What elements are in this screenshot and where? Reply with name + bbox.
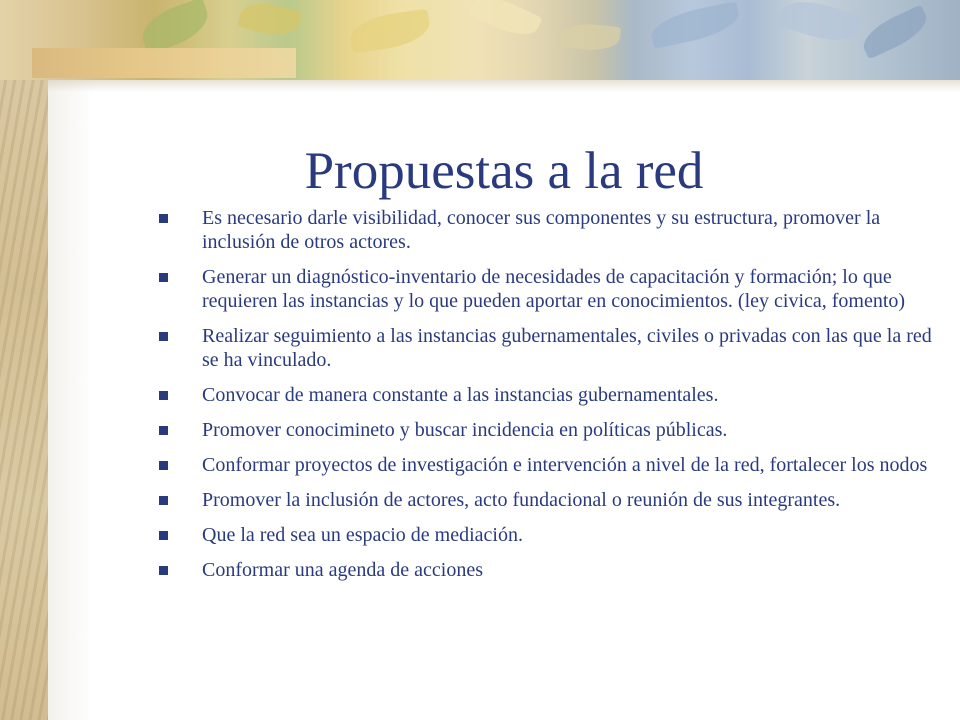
bullet-text: Conformar una agenda de acciones [202, 559, 483, 581]
square-bullet-icon [159, 273, 168, 282]
bullet-text: Es necesario darle visibilidad, conocer sus componentes y su estructura, promover la inclusión de otros actores. [202, 207, 881, 253]
leaf-decoration [467, 0, 542, 43]
square-bullet-icon [159, 566, 168, 575]
bullet-text: Realizar seguimiento a las instancias gubernamentales, civiles o privadas con las que la red se ha vinculado. [202, 325, 932, 371]
bullet-text: Convocar de manera constante a las instancias gubernamentales. [202, 384, 719, 406]
bullet-list [156, 206, 946, 593]
square-bullet-icon [159, 496, 168, 505]
bullet-text: Generar un diagnóstico-inventario de necesidades de capacitación y formación; lo que requieren las instancias y lo que pueden aportar en conocimientos. (ley civica, fomento) [202, 266, 906, 312]
bullet-item [156, 488, 946, 512]
square-bullet-icon [159, 531, 168, 540]
square-bullet-icon [159, 214, 168, 223]
leaf-decoration [237, 0, 303, 41]
bullet-text: Promover conocimineto y buscar incidencia en políticas públicas. [202, 419, 728, 441]
bullet-item [156, 418, 946, 442]
square-bullet-icon [159, 426, 168, 435]
leaf-decoration [857, 5, 932, 60]
leaf-decoration [559, 21, 621, 53]
bullet-item [156, 265, 946, 313]
square-bullet-icon [159, 332, 168, 341]
bullet-item [156, 558, 946, 582]
square-bullet-icon [159, 391, 168, 400]
square-bullet-icon [159, 461, 168, 470]
leaf-decoration [348, 9, 432, 54]
panel-shadow [48, 80, 960, 92]
bullet-text: Que la red sea un espacio de mediación. [202, 524, 523, 546]
leaf-decoration [648, 1, 742, 49]
bullet-item [156, 206, 946, 254]
bullet-item [156, 383, 946, 407]
leaf-decoration [777, 0, 864, 50]
slide-title: Propuestas a la red [304, 142, 704, 200]
bullet-text: Conformar proyectos de investigación e intervención a nivel de la red, fortalecer los nodos [202, 454, 928, 476]
parchment-strip [0, 0, 48, 720]
header-accent-block [32, 48, 296, 78]
leaf-decoration [136, 0, 214, 55]
bullet-item [156, 453, 946, 477]
bullet-item [156, 324, 946, 372]
bullet-text: Promover la inclusión de actores, acto fundacional o reunión de sus integrantes. [202, 489, 841, 511]
bullet-item [156, 523, 946, 547]
